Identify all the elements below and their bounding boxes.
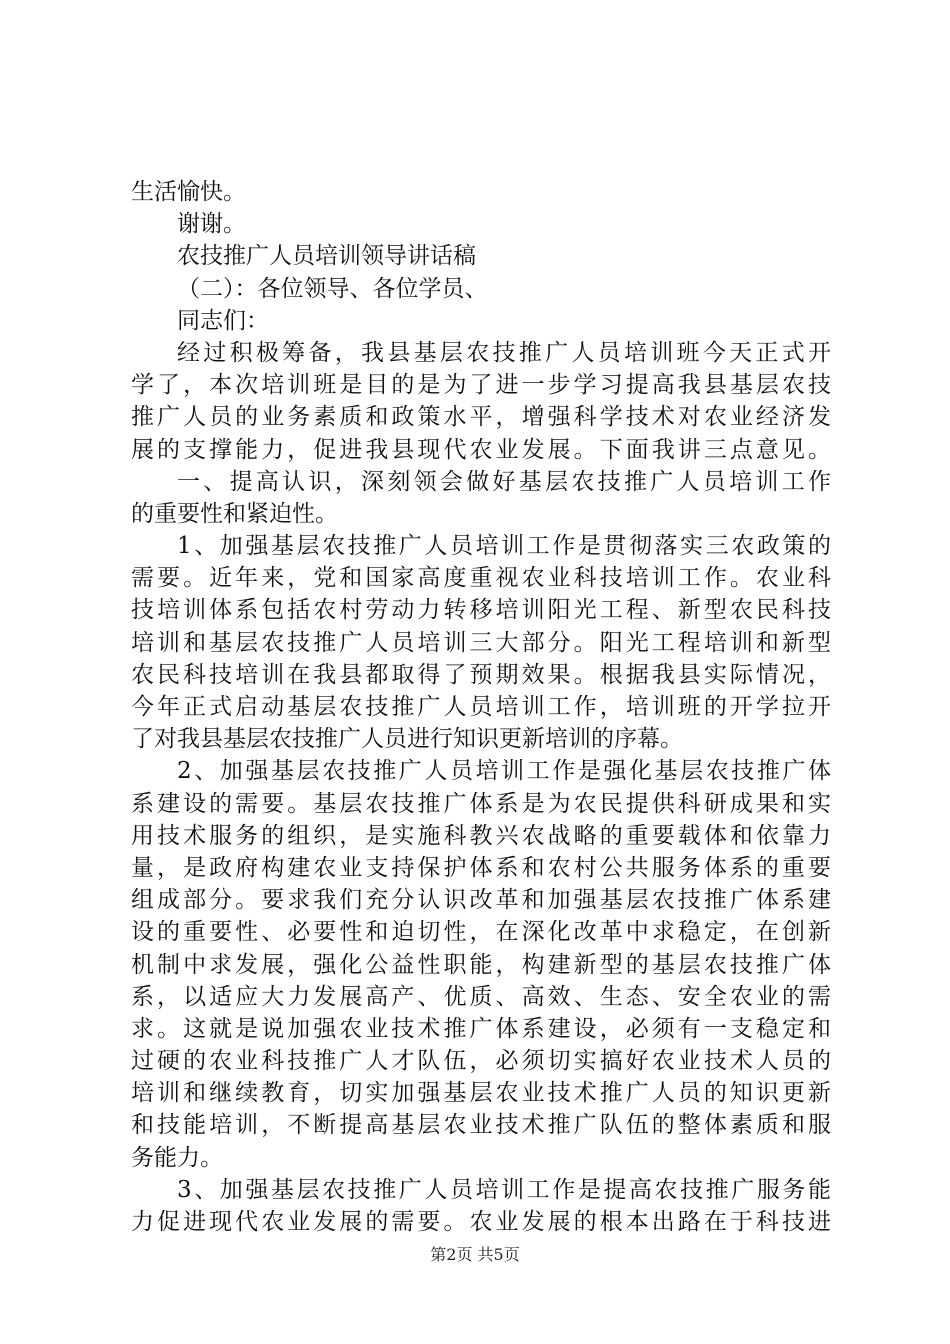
text-line: 一、提高认识，深刻领会做好基层农技推广人员培训工作	[177, 468, 835, 495]
text-line: 系，以适应大力发展高产、优质、高效、生态、安全农业的需	[131, 983, 835, 1010]
text-line: 推广人员的业务素质和政策水平，增强科学技术对农业经济发	[131, 404, 835, 431]
text-line: 过硬的农业科技推广人才队伍，必须切实搞好农业技术人员的	[131, 1048, 835, 1075]
text-line: 求。这就是说加强农业技术推广体系建设，必须有一支稳定和	[131, 1015, 835, 1042]
text-line: 了对我县基层农技推广人员进行知识更新培训的序幕。	[131, 726, 683, 753]
text-line: 量，是政府构建农业支持保护体系和农村公共服务体系的重要	[131, 854, 835, 881]
text-line: 农技推广人员培训领导讲话稿	[177, 243, 476, 270]
text-line: 机制中求发展，强化公益性职能，构建新型的基层农技推广体	[131, 951, 835, 978]
text-line: 需要。近年来，党和国家高度重视农业科技培训工作。农业科	[131, 565, 835, 592]
text-line: 技培训体系包括农村劳动力转移培训阳光工程、新型农民科技	[131, 597, 835, 624]
text-line: 今年正式启动基层农技推广人员培训工作，培训班的开学拉开	[131, 694, 835, 720]
text-line: 培训和基层农技推广人员培训三大部分。阳光工程培训和新型	[131, 629, 835, 656]
text-line: 务能力。	[131, 1144, 223, 1171]
text-line: 和技能培训，不断提高基层农业技术推广队伍的整体素质和服	[131, 1112, 835, 1139]
text-line: 生活愉快。	[131, 179, 246, 205]
text-line: 系建设的需要。基层农技推广体系是为农民提供科研成果和实	[131, 790, 835, 817]
text-line: 展的支撑能力，促进我县现代农业发展。下面我讲三点意见。	[131, 436, 835, 463]
text-line: 学了，本次培训班是目的是为了进一步学习提高我县基层农技	[131, 372, 835, 399]
text-line: 设的重要性、必要性和迫切性，在深化改革中求稳定，在创新	[131, 919, 835, 946]
text-line: 的重要性和紧迫性。	[131, 500, 338, 527]
text-line: 组成部分。要求我们充分认识改革和加强基层农技推广体系建	[131, 887, 835, 914]
text-line: 谢谢。	[177, 211, 246, 238]
text-line: 力促进现代农业发展的需要。农业发展的根本出路在于科技进	[131, 1209, 835, 1235]
text-line: （二）：各位领导、各位学员、	[177, 275, 488, 302]
text-line: 2、加强基层农技推广人员培训工作是强化基层农技推广体	[177, 758, 834, 785]
text-line: 用技术服务的组织，是实施科教兴农战略的重要载体和依靠力	[131, 822, 835, 849]
body-text	[131, 176, 835, 1238]
page-footer: 第2页 共5页	[430, 1245, 520, 1264]
text-line: 农民科技培训在我县都取得了预期效果。根据我县实际情况，	[131, 661, 835, 688]
text-line: 1、加强基层农技推广人员培训工作是贯彻落实三农政策的	[177, 533, 834, 560]
text-line: 培训和继续教育，切实加强基层农业技术推广人员的知识更新	[131, 1080, 835, 1107]
text-line: 同志们：	[177, 307, 269, 334]
text-line: 经过积极筹备，我县基层农技推广人员培训班今天正式开	[177, 339, 835, 366]
text-line: 3、加强基层农技推广人员培训工作是提高农技推广服务能	[177, 1176, 834, 1203]
